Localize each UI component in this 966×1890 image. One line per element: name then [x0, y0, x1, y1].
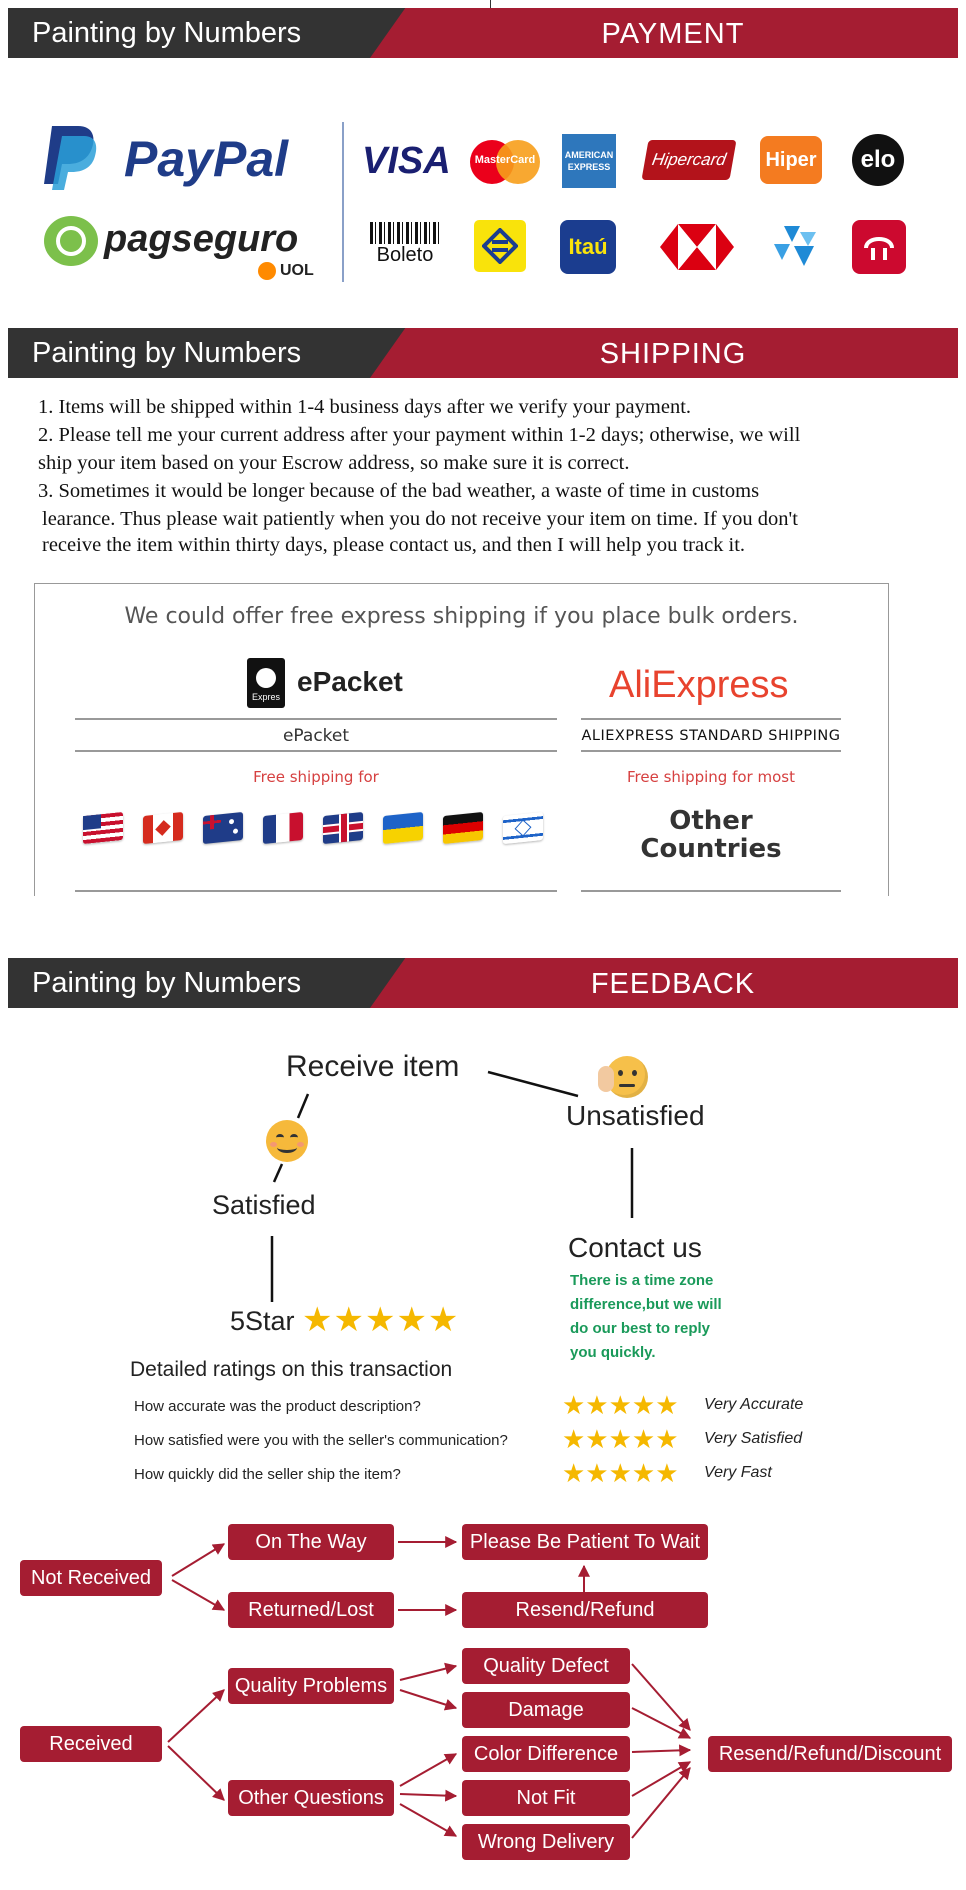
contact-note-line2: difference,but we will — [570, 1296, 722, 1313]
header-brand: Painting by Numbers — [32, 337, 302, 369]
flow-please-wait: Please Be Patient To Wait — [462, 1524, 708, 1560]
shipping-line-2: 2. Please tell me your current address after your payment within 1-2 days; otherwise, we will — [38, 424, 801, 446]
rating-question-2: How satisfied were you with the seller's communication? — [134, 1432, 508, 1449]
header-brand: Painting by Numbers — [32, 17, 302, 49]
contact-us-label: Contact us — [568, 1232, 702, 1263]
shipping-line-5: learance. Thus please wait patiently when you do not receive your item on time. If you don't — [42, 508, 798, 530]
shipping-headline: We could offer free express shipping if you place bulk orders. — [124, 604, 799, 629]
amex-label: AMERICAN EXPRESS — [564, 150, 614, 172]
receive-item-label: Receive item — [286, 1050, 460, 1083]
boleto-label: Boleto — [376, 244, 434, 266]
unsatisfied-label: Unsatisfied — [566, 1100, 705, 1131]
pagseguro-wordmark: pagseguro — [104, 218, 299, 260]
five-star-rating-icon: ★★★★★ — [302, 1301, 460, 1339]
epacket-free-label: Free shipping for — [253, 768, 379, 786]
flow-quality-problems: Quality Problems — [228, 1668, 394, 1704]
aliexpress-name: ALIEXPRESS STANDARD SHIPPING — [581, 728, 841, 744]
flow-other-questions: Other Questions — [228, 1780, 394, 1816]
uol-wordmark: UOL — [280, 262, 314, 279]
itau-label: Itaú — [568, 234, 608, 259]
section-title-feedback: FEEDBACK — [590, 968, 756, 1000]
shipping-line-4: 3. Sometimes it would be longer because of the bad weather, a waste of time in customs — [38, 480, 760, 502]
rating-answer-2: Very Satisfied — [704, 1430, 803, 1447]
flow-returned-lost: Returned/Lost — [228, 1592, 394, 1628]
shipping-line-6: receive the item within thirty days, please contact us, and then I will help you track it. — [42, 534, 746, 556]
contact-note-line4: you quickly. — [570, 1344, 656, 1361]
elo-label: elo — [860, 146, 896, 173]
section-title-payment: PAYMENT — [601, 18, 745, 50]
rating-stars-2-icon: ★★★★★ — [562, 1424, 679, 1454]
visa-logo: VISA — [362, 140, 451, 182]
rating-question-1: How accurate was the product description? — [134, 1398, 421, 1415]
flow-not-fit: Not Fit — [462, 1780, 630, 1816]
contact-note-line1: There is a time zone — [570, 1272, 714, 1289]
flow-received: Received — [20, 1726, 162, 1762]
aliexpress-logo: AliExpress — [609, 664, 789, 706]
other-countries-line1: Other — [669, 806, 753, 836]
ratings-title: Detailed ratings on this transaction — [130, 1358, 453, 1381]
flow-resend-refund: Resend/Refund — [462, 1592, 708, 1628]
rating-answer-3: Very Fast — [704, 1464, 772, 1481]
paypal-wordmark: PayPal — [124, 131, 289, 187]
rating-stars-1-icon: ★★★★★ — [562, 1390, 679, 1420]
shipping-line-1: 1. Items will be shipped within 1-4 business days after we verify your payment. — [38, 396, 692, 418]
section-title-shipping: SHIPPING — [599, 338, 747, 370]
rating-stars-3-icon: ★★★★★ — [562, 1458, 679, 1488]
epacket-name: ePacket — [282, 726, 350, 746]
flow-wrong-delivery: Wrong Delivery — [462, 1824, 630, 1860]
hiper-label: Hiper — [765, 148, 817, 171]
flow-resend-refund-discount: Resend/Refund/Discount — [708, 1736, 952, 1772]
contact-note-line3: do our best to reply — [570, 1320, 711, 1337]
hipercard-label: Hipercard — [650, 150, 728, 169]
rating-question-3: How quickly did the seller ship the item? — [134, 1466, 401, 1483]
shipping-line-3: ship your item based on your Escrow address, so make sure it is correct. — [38, 452, 630, 474]
flow-not-received: Not Received — [20, 1560, 162, 1596]
header-brand: Painting by Numbers — [32, 967, 302, 999]
other-countries-line2: Countries — [640, 834, 782, 864]
rating-answer-1: Very Accurate — [704, 1396, 804, 1413]
mastercard-label: MasterCard — [474, 154, 536, 166]
flow-damage: Damage — [462, 1692, 630, 1728]
flow-quality-defect: Quality Defect — [462, 1648, 630, 1684]
satisfied-label: Satisfied — [212, 1190, 316, 1220]
flow-color-difference: Color Difference — [462, 1736, 630, 1772]
aliexpress-free-label: Free shipping for most — [627, 768, 795, 786]
epacket-logo: ePacket — [297, 666, 403, 697]
flow-on-the-way: On The Way — [228, 1524, 394, 1560]
five-star-label: 5Star — [230, 1306, 295, 1336]
epacket-badge-label: Expres — [251, 692, 280, 702]
